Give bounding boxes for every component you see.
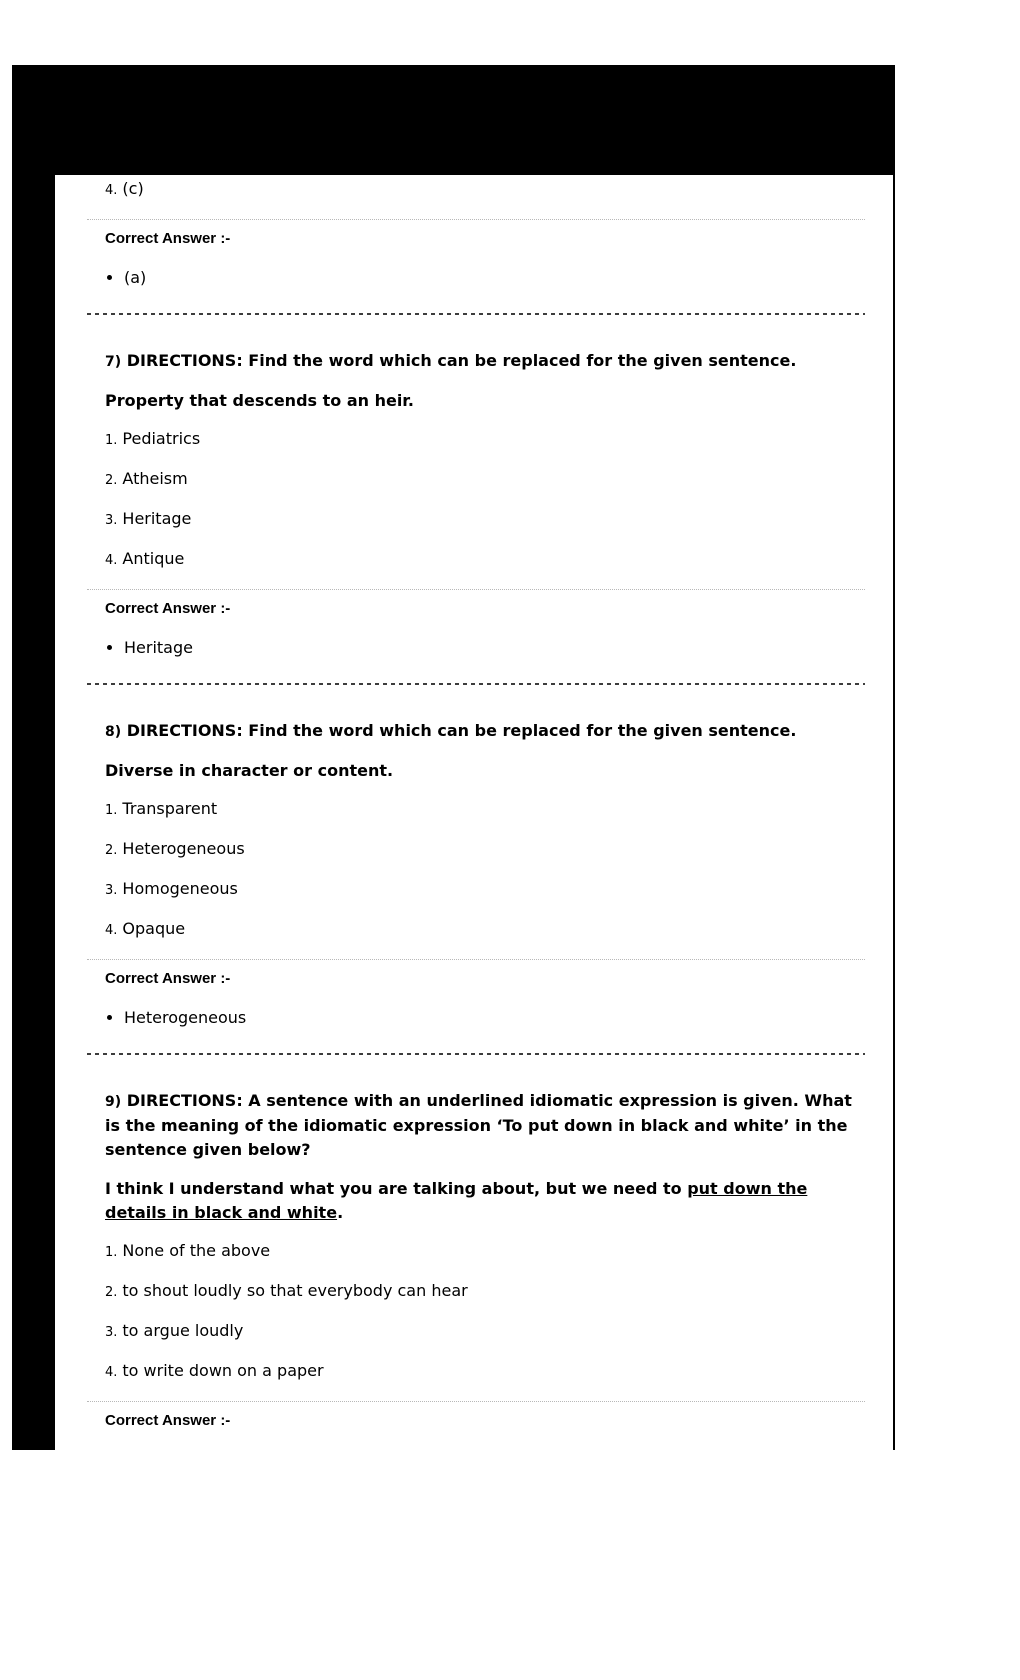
option-row	[105, 1281, 865, 1302]
option-row	[105, 879, 865, 900]
question-directions: DIRECTIONS: A sentence with an underlined idiomatic expression is given. What is the meaning of the idiomatic expression ‘To put down in black and white’ in the sentence given below?	[105, 1091, 852, 1159]
question-heading	[105, 349, 865, 374]
option-row	[105, 839, 865, 860]
option-number: 2.	[105, 1285, 118, 1300]
option-text: Heterogeneous	[122, 839, 245, 858]
question-directions: DIRECTIONS: Find the word which can be replaced for the given sentence.	[126, 721, 797, 740]
option-text: Antique	[122, 549, 185, 568]
question-number: 8)	[105, 724, 122, 740]
correct-answer-label: Correct Answer :-	[105, 970, 231, 987]
option-number: 4.	[105, 1365, 118, 1380]
dashed-separator	[87, 683, 865, 685]
underlined-phrase: put down the details in black and white	[105, 1179, 808, 1222]
document-body	[12, 175, 893, 1450]
dotted-divider	[87, 589, 865, 590]
option-text: Heritage	[122, 509, 192, 528]
option-text: (c)	[122, 179, 144, 198]
option-number: 1.	[105, 1245, 118, 1260]
option-row	[105, 919, 865, 940]
answer-item: • Heritage	[124, 638, 865, 657]
option-text: to argue loudly	[122, 1321, 244, 1340]
prompt-text-end: .	[337, 1203, 344, 1222]
question-number: 9)	[105, 1094, 122, 1110]
question-block	[105, 719, 865, 1055]
correct-answer-label: Correct Answer :-	[105, 600, 231, 617]
question-heading	[105, 1089, 865, 1162]
correct-answer-label: Correct Answer :-	[105, 1412, 231, 1429]
option-text: Atheism	[122, 469, 188, 488]
option-text: Opaque	[122, 919, 186, 938]
prompt-text: I think I understand what you are talking about, but we need to	[105, 1179, 688, 1198]
option-number: 1.	[105, 433, 118, 448]
question-directions: DIRECTIONS: Find the word which can be replaced for the given sentence.	[126, 351, 797, 370]
answer-list	[105, 1008, 865, 1027]
option-number: 3.	[105, 513, 118, 528]
answer-item: • Heterogeneous	[124, 1008, 865, 1027]
prev-question-option	[105, 179, 865, 200]
question-heading	[105, 719, 865, 744]
option-number: 2.	[105, 473, 118, 488]
dashed-separator	[87, 313, 865, 315]
option-number: 1.	[105, 803, 118, 818]
option-row	[105, 1241, 865, 1262]
option-text: to write down on a paper	[122, 1361, 324, 1380]
option-row	[105, 469, 865, 490]
option-number: 3.	[105, 883, 118, 898]
dashed-separator	[87, 1053, 865, 1055]
content-area	[55, 175, 893, 1450]
option-text: to shout loudly so that everybody can hear	[122, 1281, 468, 1300]
left-margin-band	[12, 175, 55, 1450]
answer-list	[105, 638, 865, 657]
option-number: 2.	[105, 843, 118, 858]
header-band	[12, 65, 893, 175]
option-text: Pediatrics	[122, 429, 201, 448]
option-number: 4.	[105, 553, 118, 568]
question-prompt: Property that descends to an heir.	[105, 391, 414, 410]
option-row	[105, 1321, 865, 1342]
question-number: 7)	[105, 354, 122, 370]
question-block	[105, 349, 865, 685]
correct-answer-label: Correct Answer :-	[105, 230, 231, 247]
question-prompt	[105, 1177, 865, 1225]
option-row	[105, 1361, 865, 1382]
dotted-divider	[87, 959, 865, 960]
option-row	[105, 429, 865, 450]
option-text: Transparent	[122, 799, 218, 818]
answer-item: • (a)	[124, 268, 865, 287]
answer-list	[105, 268, 865, 287]
dotted-divider	[87, 1401, 865, 1402]
option-number: 4.	[105, 183, 118, 198]
option-row	[105, 799, 865, 820]
option-text: Homogeneous	[122, 879, 238, 898]
document-page	[12, 65, 895, 1450]
option-number: 3.	[105, 1325, 118, 1340]
question-prompt: Diverse in character or content.	[105, 761, 394, 780]
dotted-divider	[87, 219, 865, 220]
question-block	[105, 1089, 865, 1430]
option-number: 4.	[105, 923, 118, 938]
option-row	[105, 549, 865, 570]
option-row	[105, 509, 865, 530]
option-text: None of the above	[122, 1241, 271, 1260]
